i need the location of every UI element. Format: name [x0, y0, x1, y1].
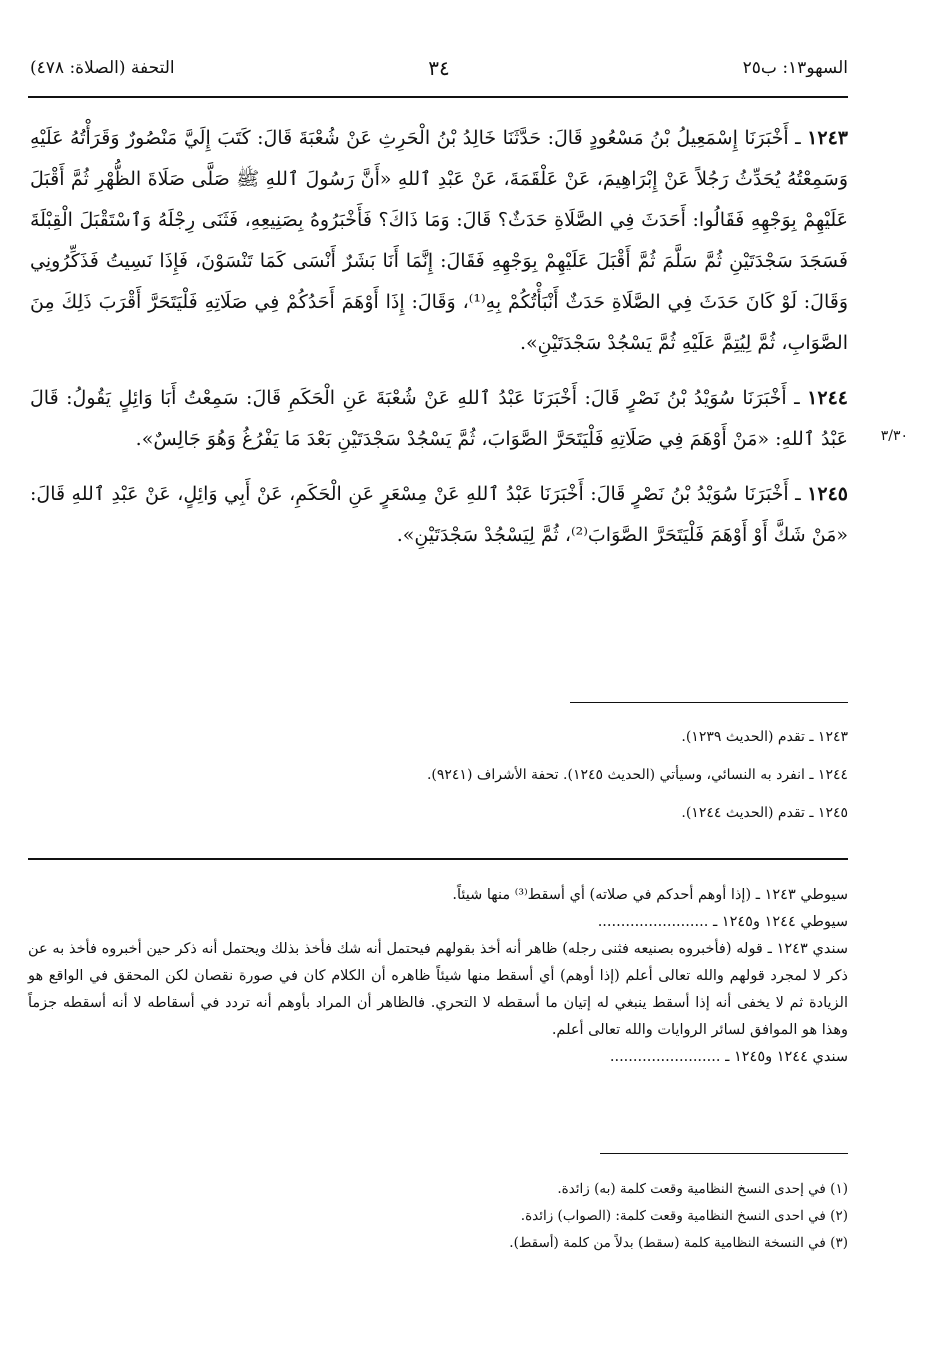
margin-note: ٣/٣٠: [880, 428, 908, 444]
commentary-text: سندي ١٢٤٣ ـ قوله (فأخبروه بصنيعه فثنى رجله) ظاهر أنه أخذ بقولهم فيحتمل أنه شك فأخذ بذلك ويحتمل أنه ذكر حين أخبروه فأخذ به عن ذكر لا لمجرد قولهم والله تعالى أعلم (إذا أوهم) أي أسقط منها شيئاً ظاهره أن الكلام كان في صورة نقصان لكن المحقق في الواقع هو الزيادة ثم لا يخفى أنه إذا أسقط ينبغي له إتيان ما أسقطه لا التحري. فالظاهر أن المراد بأوهم أنه تردد في أسقاطه لا أنه أسقطه جزماً وهذا هو الموافق لسائر الروايات والله تعالى أعلم.: [28, 941, 848, 1038]
footnotes: [30, 1176, 848, 1257]
header-book-ref: السهو١٣: ب٢٥: [742, 58, 848, 78]
hadith-1245: [30, 474, 848, 556]
commentary-text: سيوطي ١٢٤٣ ـ (إذا أوهم أحدكم في صلاته) أي أسقط⁽³⁾ منها شيئاً.: [452, 887, 848, 903]
takhrij-notes: [30, 718, 848, 832]
hadith-number: ١٢٤٣: [807, 127, 848, 149]
commentary-item: [28, 936, 848, 1044]
takhrij-divider: [570, 702, 848, 703]
hadith-text: [30, 118, 848, 570]
footnote: (١) في إحدى النسخ النظامية وقعت كلمة (به) زائدة.: [557, 1181, 848, 1197]
header-tuhfa-ref: التحفة (الصلاة: ٤٧٨): [30, 58, 175, 78]
commentary-item: [28, 1044, 848, 1071]
commentary-item: [28, 882, 848, 909]
page-number: ٣٤: [428, 56, 450, 80]
hadith-number: ١٢٤٤: [807, 387, 848, 409]
page-header: [30, 50, 848, 90]
commentary-divider: [28, 858, 848, 860]
commentary-text: سندي ١٢٤٤ و١٢٤٥ ـ: [725, 1049, 848, 1065]
header-divider: [28, 96, 848, 98]
footnotes-divider: [600, 1153, 848, 1154]
commentary: [28, 882, 848, 1071]
takhrij-item: ١٢٤٥ ـ تقدم (الحديث ١٢٤٤).: [681, 805, 848, 821]
takhrij-item: ١٢٤٤ ـ انفرد به النسائي، وسيأتي (الحديث ١٢٤٥). تحفة الأشراف (٩٢٤١).: [426, 767, 848, 783]
hadith-1243: [30, 118, 848, 364]
commentary-item: [28, 909, 848, 936]
hadith-body: ـ أَخْبَرَنَا سُوَيْدُ بْنُ نَصْرٍ قَالَ: أَخْبَرَنَا عَبْدُ ٱللهِ عَنْ شُعْبَةَ عَنِ الْحَكَمِ قَالَ: سَمِعْتُ أَبَا وَائِلٍ يَقُولُ: قَالَ عَبْدُ ٱللهِ: «مَنْ أَوْهَمَ فِي صَلَاتِهِ فَلْيَتَحَرَّ الصَّوَابَ، ثُمَّ يَسْجُدْ سَجْدَتَيْنِ بَعْدَ مَا يَفْرُغُ وَهُوَ جَالِسٌ».: [30, 387, 848, 450]
hadith-1244: [30, 378, 848, 460]
hadith-body: ـ أَخْبَرَنَا سُوَيْدُ بْنُ نَصْرٍ قَالَ: أَخْبَرَنَا عَبْدُ ٱللهِ عَنْ مِسْعَرٍ عَنِ الْحَكَمِ، عَنْ أَبِي وَائِلٍ، عَنْ عَبْدِ ٱللهِ قَالَ: «مَنْ شَكَّ أَوْ أَوْهَمَ فَلْيَتَحَرَّ الصَّوَابَ⁽²⁾، ثُمَّ لِيَسْجُدْ سَجْدَتَيْنِ».: [30, 483, 848, 546]
commentary-text: سيوطي ١٢٤٤ و١٢٤٥ ـ: [712, 914, 848, 930]
footnote: (٣) في النسخة النظامية كلمة (سقط) بدلاً من كلمة (أسقط).: [509, 1235, 848, 1251]
footnote: (٢) في احدى النسخ النظامية وقعت كلمة: (الصواب) زائدة.: [520, 1208, 848, 1224]
commentary-dots: ........................: [597, 914, 709, 930]
hadith-number: ١٢٤٥: [807, 483, 848, 505]
hadith-body: ـ أَخْبَرَنَا إِسْمَعِيلُ بْنُ مَسْعُودٍ قَالَ: حَدَّثَنَا خَالِدُ بْنُ الْحَرِثِ عَنْ شُعْبَةَ قَالَ: كَتَبَ إِلَيَّ مَنْصُورٌ وَقَرَأْتُهُ عَلَيْهِ وَسَمِعْتُهُ يُحَدِّثُ رَجُلاً عَنْ إِبْرَاهِيمَ، عَنْ عَلْقَمَةَ، عَنْ عَبْدِ ٱللهِ «أَنَّ رَسُولَ ٱللهِ ﷺ صَلَّى صَلَاةَ الظُّهْرِ ثُمَّ أَقْبَلَ عَلَيْهِمْ بِوَجْهِهِ فَقَالُوا: أَحَدَثَ فِي الصَّلَاةِ حَدَثٌ؟ قَالَ: وَمَا ذَاكَ؟ فَأَخْبَرُوهُ بِصَنِيعِهِ، فَثَنَى رِجْلَهُ وَٱسْتَقْبَلَ الْقِبْلَةَ فَسَجَدَ سَجْدَتَيْنِ ثُمَّ سَلَّمَ ثُمَّ أَقْبَلَ عَلَيْهِمْ بِوَجْهِهِ فَقَالَ: إِنَّمَا أَنَا بَشَرٌ أَنْسَى كَمَا تَنْسَوْنَ، فَإِذَا نَسِيتُ فَذَكِّرُونِي وَقَالَ: لَوْ كَانَ حَدَثَ فِي الصَّلَاةِ حَدَثٌ أَنْبَأْتُكُمْ بِهِ⁽¹⁾، وَقَالَ: إِذَا أَوْهَمَ أَحَدُكُمْ فِي صَلَاتِهِ فَلْيَتَحَرَّ أَقْرَبَ ذَلِكَ مِنَ الصَّوَابِ، ثُمَّ لِيُتِمَّ عَلَيْهِ ثُمَّ يَسْجُدْ سَجْدَتَيْنِ».: [30, 127, 848, 354]
takhrij-item: ١٢٤٣ ـ تقدم (الحديث ١٢٣٩).: [681, 729, 848, 745]
commentary-dots: ........................: [609, 1049, 721, 1065]
